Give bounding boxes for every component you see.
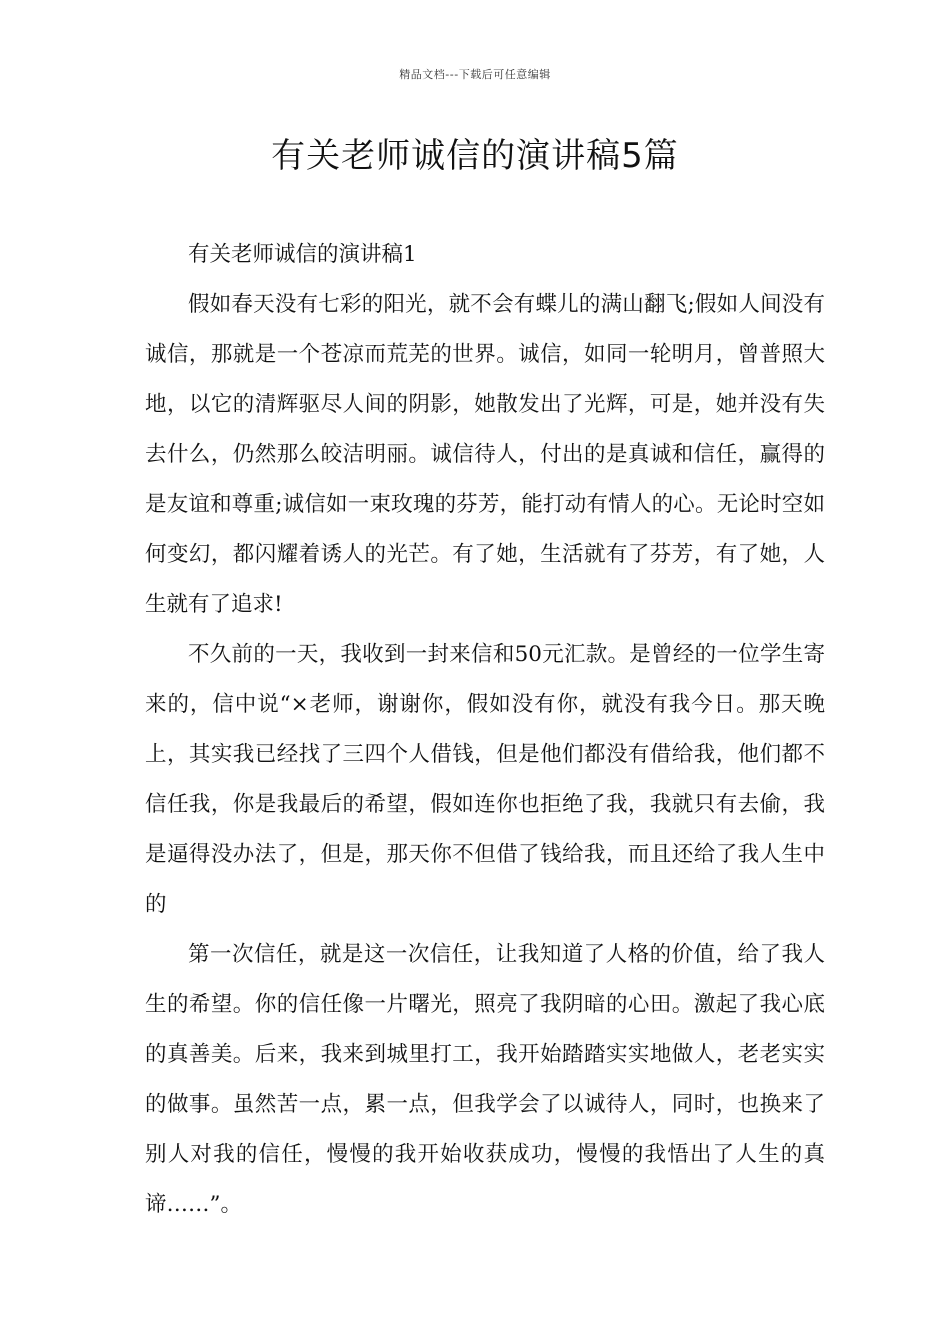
paragraph: 假如春天没有七彩的阳光，就不会有蝶儿的满山翻飞;假如人间没有诚信，那就是一个苍凉而荒芜的世界。诚信，如同一轮明月，曾普照大地，以它的清辉驱尽人间的阴影，她散发出了光辉，可是，她并没有失去什么，仍然那么皎洁明丽。诚信待人，付出的是真诚和信任，赢得的是友谊和尊重;诚信如一束玫瑰的芬芳，能打动有情人的心。无论时空如何变幻，都闪耀着诱人的光芒。有了她，生活就有了芬芳，有了她，人生就有了追求! (145, 292, 825, 617)
paragraph: 第一次信任，就是这一次信任，让我知道了人格的价值，给了我人生的希望。你的信任像一片曙光，照亮了我阴暗的心田。激起了我心底的真善美。后来，我来到城里打工，我开始踏踏实实地做人，老老实实的做事。虽然苦一点，累一点，但我学会了以诚待人，同时，也换来了别人对我的信任，慢慢的我开始收获成功，慢慢的我悟出了人生的真谛……”。 (145, 942, 825, 1217)
document-body (145, 230, 825, 1230)
header-note: 精品文档---下载后可任意编辑 (399, 68, 551, 81)
page-title: 有关老师诚信的演讲稿5篇 (271, 136, 679, 176)
paragraph: 不久前的一天，我收到一封来信和50元汇款。是曾经的一位学生寄来的，信中说“×老师，谢谢你，假如没有你，就没有我今日。那天晚上，其实我已经找了三四个人借钱，但是他们都没有借给我，他们都不信任我，你是我最后的希望，假如连你也拒绝了我，我就只有去偷，我是逼得没办法了，但是，那天你不但借了钱给我，而且还给了我人生中的 (145, 642, 825, 917)
section-heading: 有关老师诚信的演讲稿1 (188, 242, 417, 267)
